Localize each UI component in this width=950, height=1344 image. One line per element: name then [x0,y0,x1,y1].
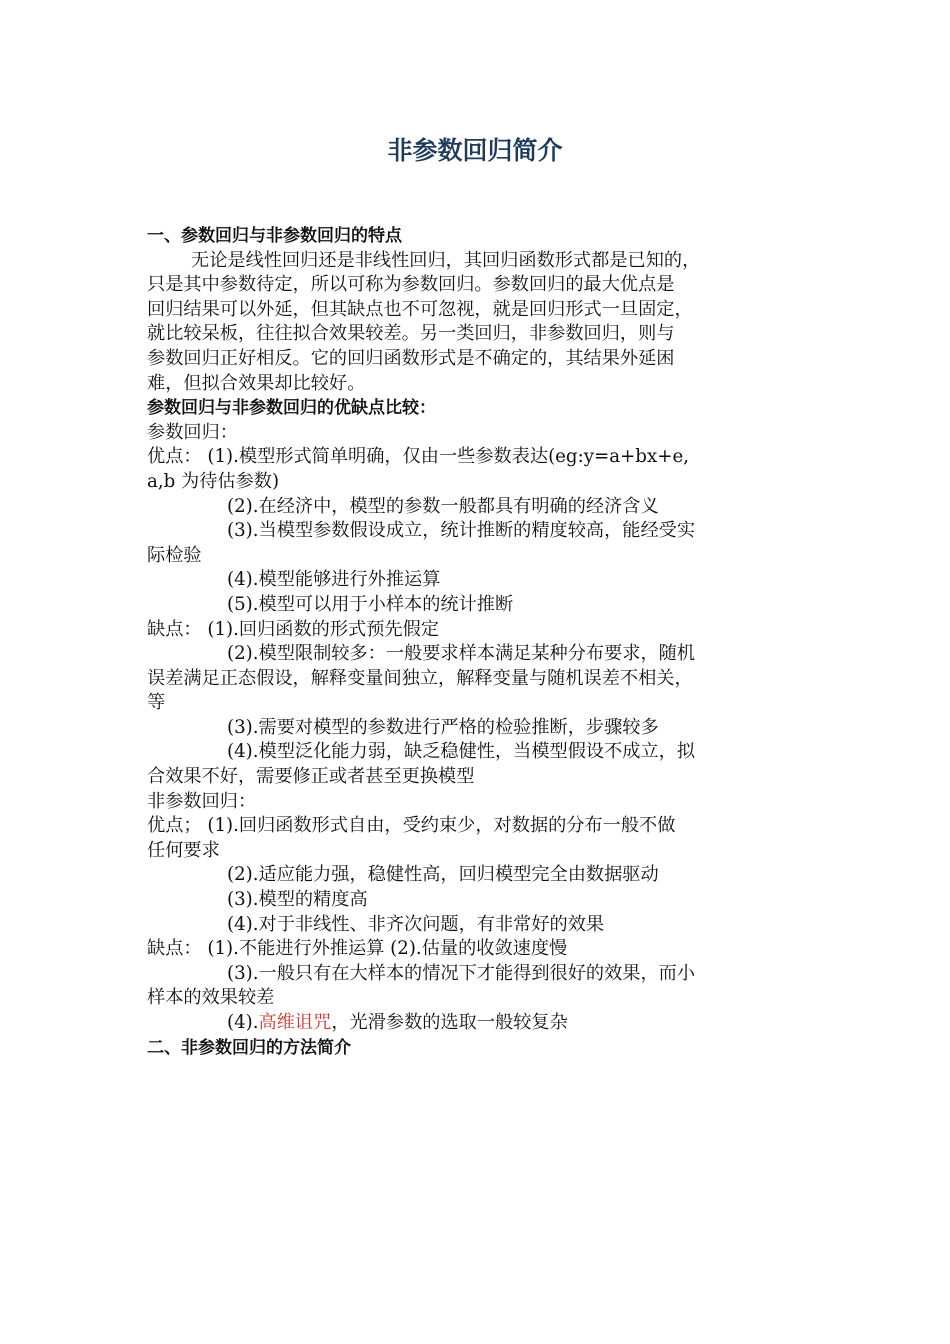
text-line: 误差满足正态假设，解释变量间独立，解释变量与随机误差不相关， [147,667,693,689]
text-line: (3).模型的精度高 [227,889,368,911]
text-line: (2).在经济中，模型的参数一般都具有明确的经济含义 [227,495,659,517]
text-line: (2).适应能力强，稳健性高，回归模型完全由数据驱动 [227,864,659,886]
text-line: 缺点： (1).回归函数的形式预先假定 [147,618,439,640]
text-line: 就比较呆板，往往拟合效果较差。另一类回归，非参数回归，则与 [147,323,675,345]
text-line: (4).对于非线性、非齐次问题，有非常好的效果 [227,913,605,935]
section-heading: 一、参数回归与非参数回归的特点 [147,226,402,246]
text-line: 合效果不好，需要修正或者甚至更换模型 [147,766,475,788]
highlighted-term: 高维诅咒 [258,1012,332,1033]
text-line [147,1011,807,1036]
text-segment: (4). [227,1012,259,1033]
text-line: 回归结果可以外延，但其缺点也不可忽视，就是回归形式一旦固定， [147,298,693,320]
text-line: 非参数回归： [147,790,257,812]
text-line: 等 [147,692,166,714]
text-line: (3).一般只有在大样本的情况下才能得到很好的效果，而小 [227,962,696,984]
text-line: 际检验 [147,544,202,566]
text-line: 参数回归： [147,421,238,443]
text-line: 只是其中参数待定，所以可称为参数回归。参数回归的最大优点是 [147,274,675,296]
text-line: (3).当模型参数假设成立，统计推断的精度较高，能经受实 [227,520,696,542]
page-title: 非参数回归简介 [387,136,563,165]
text-line: (4).模型泛化能力弱，缺乏稳健性，当模型假设不成立，拟 [227,741,696,763]
section-heading: 二、非参数回归的方法简介 [147,1037,351,1058]
text-line: (3).需要对模型的参数进行严格的检验推断，步骤较多 [227,716,659,738]
text-segment: ，光滑参数的选取一般较复杂 [331,1012,568,1033]
text-line: (2).模型限制较多：一般要求样本满足某种分布要求，随机 [227,643,696,665]
text-line: 任何要求 [147,839,220,861]
text-line: 优点： (1).模型形式简单明确，仅由一些参数表达(eg:y=a+bx+e, [147,446,689,468]
text-line: 参数回归正好相反。它的回归函数形式是不确定的，其结果外延困 [147,347,675,369]
text-line: 缺点： (1).不能进行外推运算 (2).估量的收敛速度慢 [147,938,568,960]
text-line: (5).模型可以用于小样本的统计推断 [227,593,514,615]
text-line: 样本的效果较差 [147,987,275,1009]
text-line: (4).模型能够进行外推运算 [227,569,441,591]
text-line: 难，但拟合效果却比较好。 [147,372,366,394]
text-line: 优点； (1).回归函数形式自由，受约束少，对数据的分布一般不做 [147,815,676,837]
document-body [147,224,807,1060]
text-line: 无论是线性回归还是非线性回归，其回归函数形式都是已知的， [191,249,701,271]
section-heading: 参数回归与非参数回归的优缺点比较： [147,398,436,419]
text-line: a,b 为待估参数) [147,470,280,492]
